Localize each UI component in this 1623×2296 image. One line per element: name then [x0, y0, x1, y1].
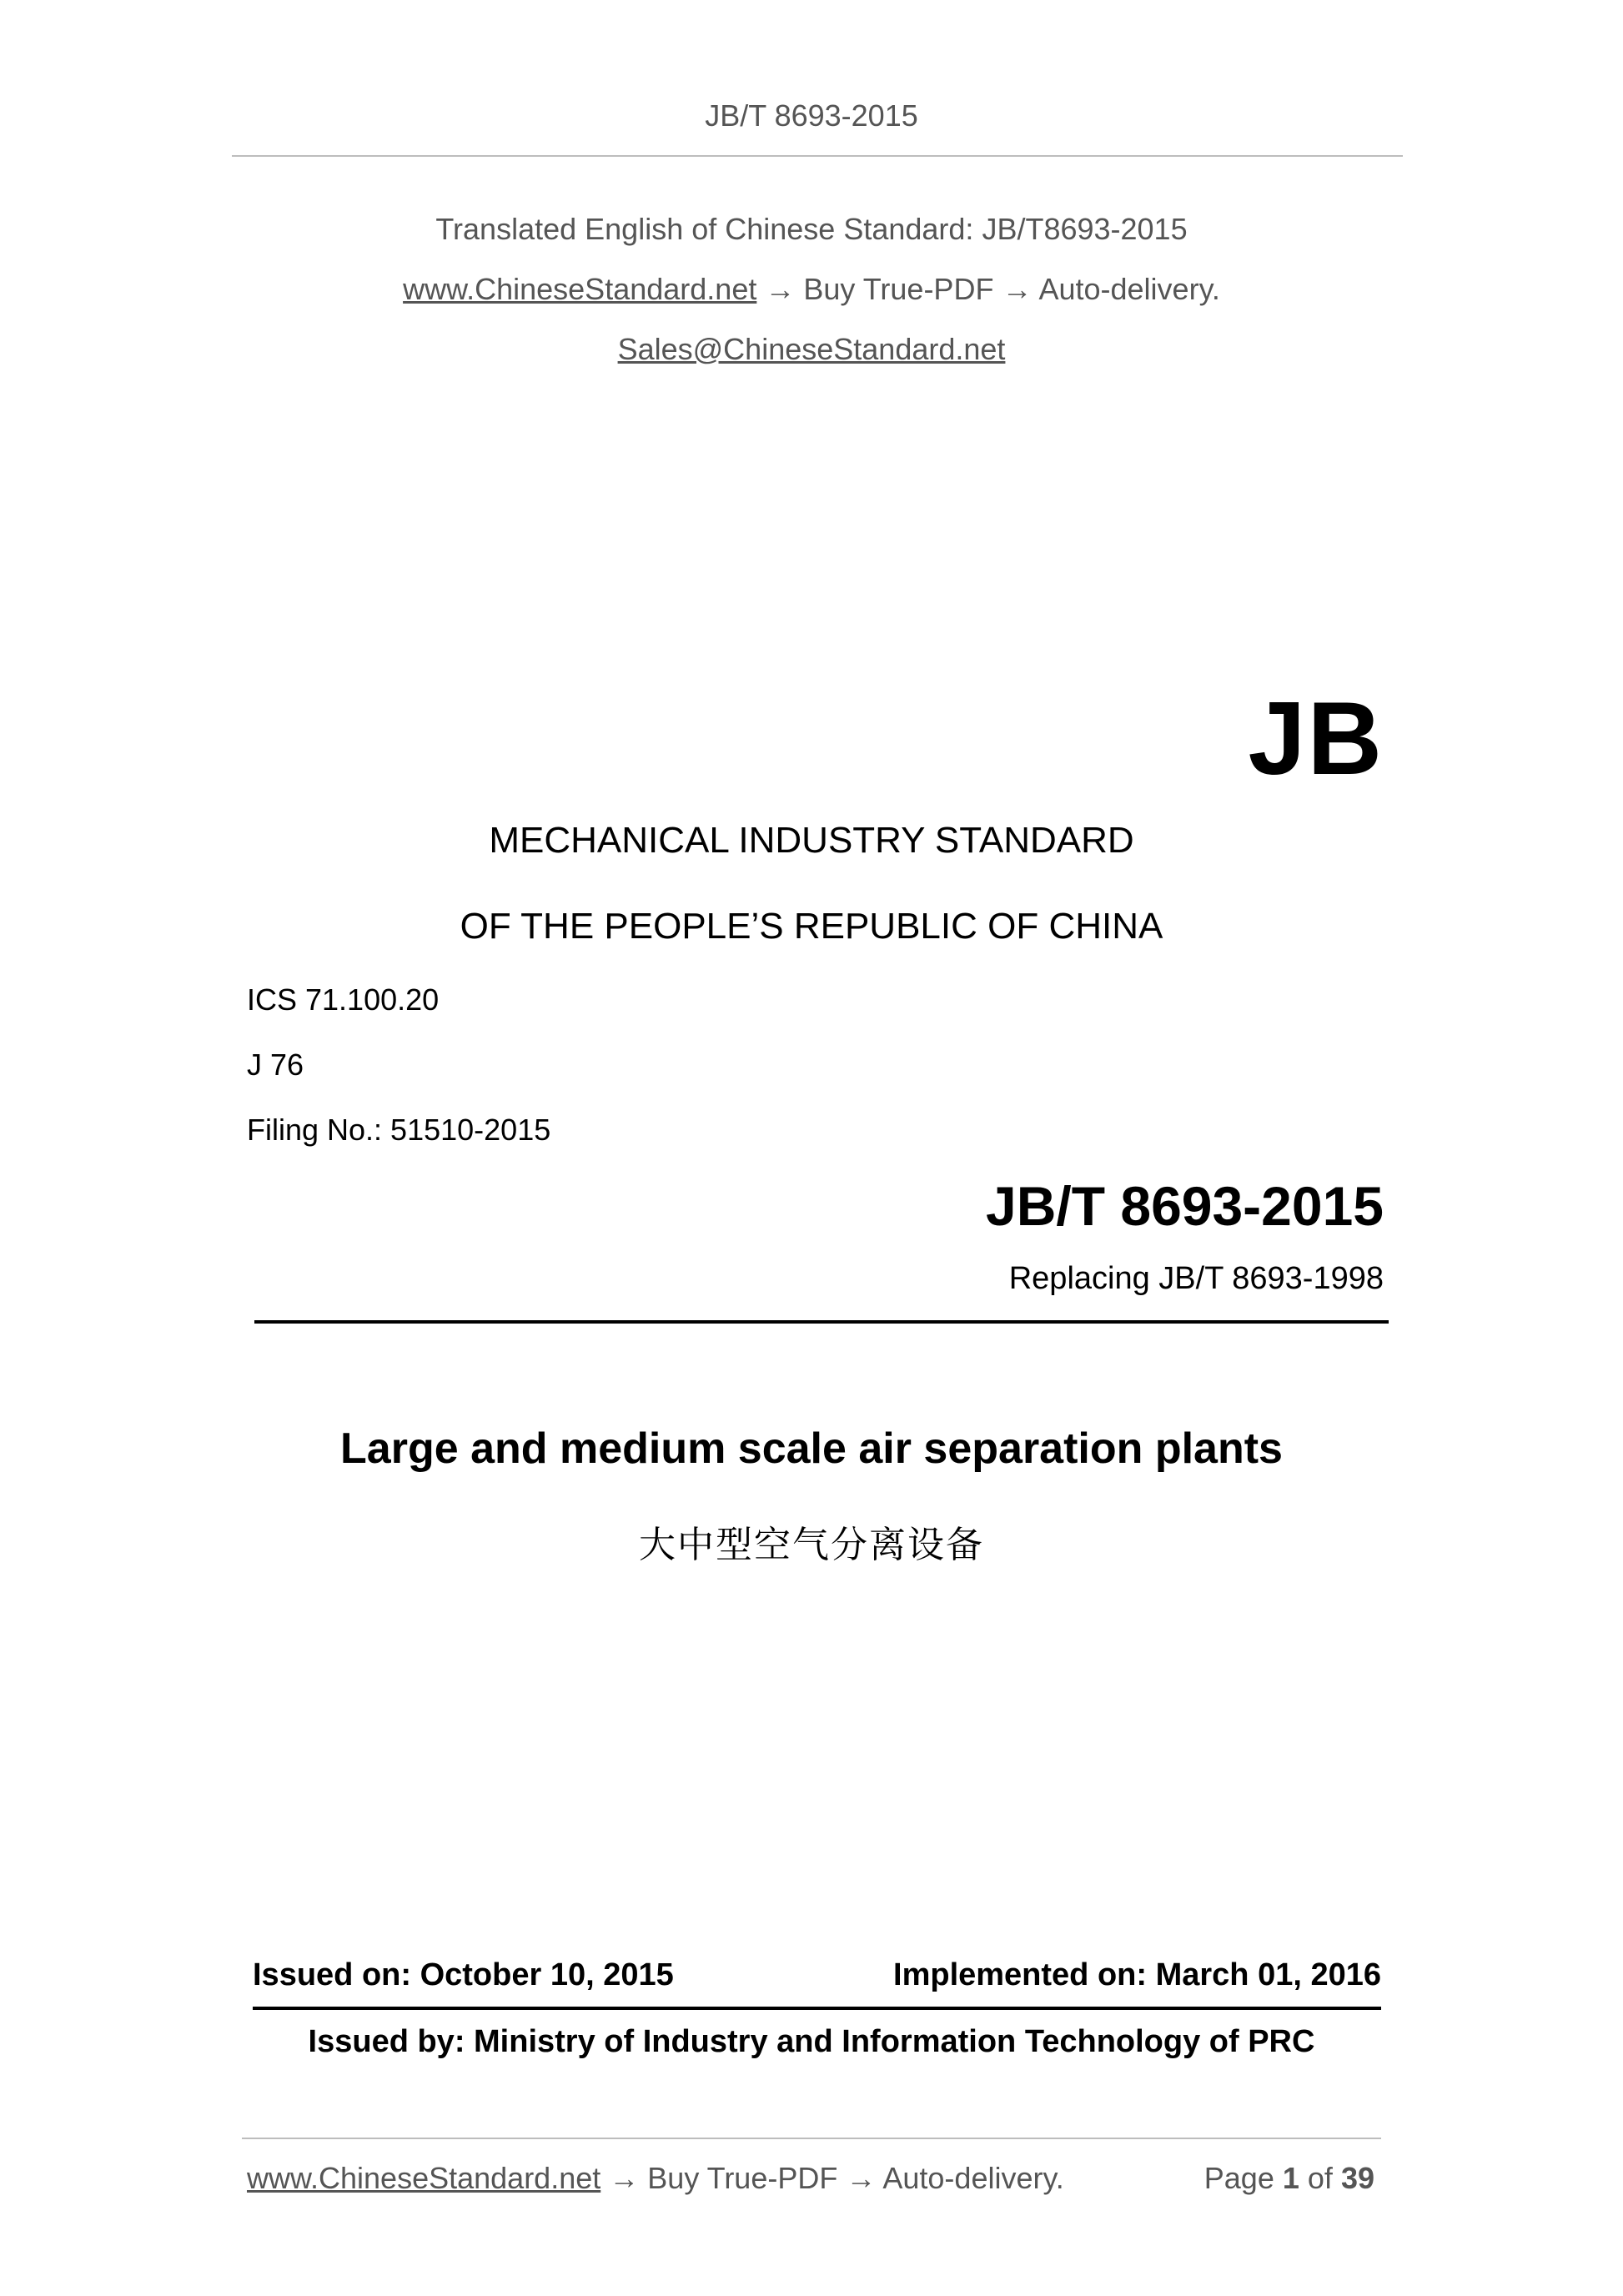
footer-divider — [242, 2138, 1381, 2139]
sales-email-link[interactable]: Sales@ChineseStandard.net — [617, 332, 1006, 366]
arrow-right-icon: → — [846, 2161, 877, 2195]
translation-notice: Translated English of Chinese Standard: JB/T8693-2015 — [435, 212, 1188, 246]
document-title-english: Large and medium scale air separation plants — [340, 1424, 1283, 1473]
standard-number: JB/T 8693-2015 — [986, 1175, 1384, 1237]
document-title-chinese: 大中型空气分离设备 — [639, 1525, 984, 1565]
footer-purchase-line — [247, 2161, 1064, 2196]
footer-buy-true-pdf-text: Buy True-PDF — [647, 2161, 838, 2195]
issued-by: Issued by: Ministry of Industry and Information Technology of PRC — [308, 2024, 1315, 2059]
issuing-body-line-2: OF THE PEOPLE’S REPUBLIC OF CHINA — [460, 906, 1163, 947]
email-line — [0, 332, 1623, 367]
implemented-on-date: Implemented on: March 01, 2016 — [893, 1957, 1381, 1992]
title-divider — [254, 1320, 1389, 1324]
purchase-line — [0, 272, 1623, 307]
issuing-body-line-1: MECHANICAL INDUSTRY STANDARD — [489, 820, 1134, 861]
footer-site-link[interactable]: www.ChineseStandard.net — [247, 2161, 601, 2195]
footer-auto-delivery-text: Auto-delivery. — [882, 2161, 1064, 2195]
arrow-right-icon: → — [765, 272, 796, 306]
page-label: Page — [1203, 2161, 1274, 2195]
issue-divider — [253, 2007, 1381, 2010]
filing-number: Filing No.: 51510-2015 — [247, 1113, 551, 1147]
buy-true-pdf-text: Buy True-PDF — [803, 272, 994, 306]
page-current: 1 — [1282, 2161, 1299, 2195]
auto-delivery-text: Auto-delivery. — [1038, 272, 1220, 306]
arrow-right-icon: → — [609, 2161, 640, 2195]
running-header: JB/T 8693-2015 — [705, 98, 918, 133]
ics-code: ICS 71.100.20 — [247, 982, 440, 1017]
standard-code-logo: JB — [1248, 681, 1384, 796]
page-of-label: of — [1307, 2161, 1333, 2195]
replacing-standard: Replacing JB/T 8693-1998 — [1008, 1261, 1384, 1296]
site-link[interactable]: www.ChineseStandard.net — [403, 272, 757, 306]
page-indicator — [1204, 2161, 1374, 2196]
arrow-right-icon: → — [1002, 272, 1033, 306]
classification-code: J 76 — [247, 1048, 304, 1082]
issued-on-date: Issued on: October 10, 2015 — [253, 1957, 674, 1992]
header-divider — [232, 155, 1403, 157]
page-total: 39 — [1340, 2161, 1374, 2195]
